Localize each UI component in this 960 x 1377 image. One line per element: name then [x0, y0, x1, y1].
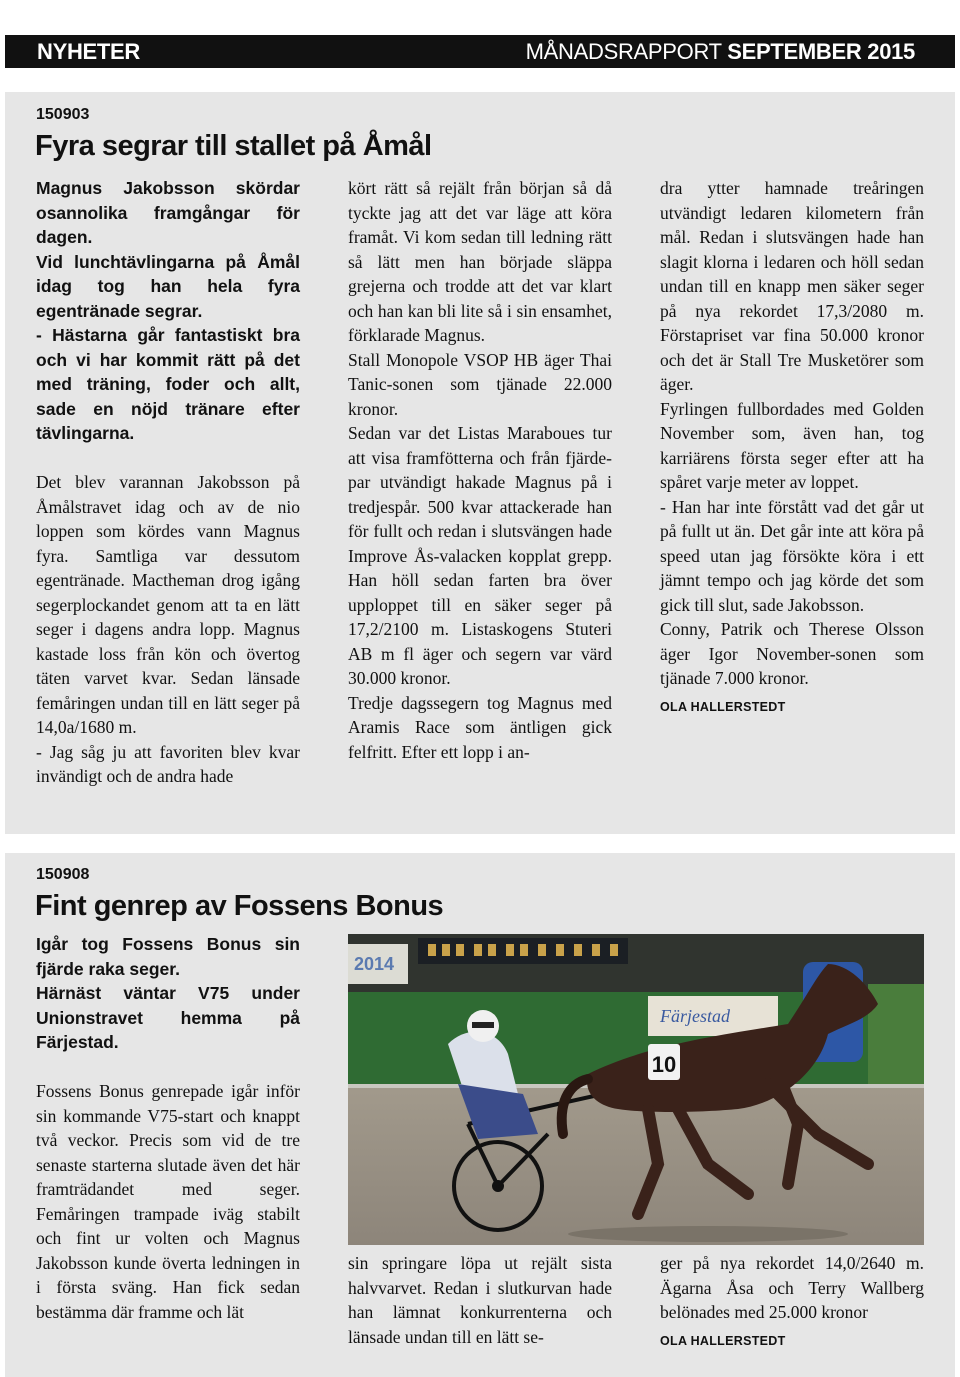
- article1-column-1: Magnus Jakobsson skördar osannolika framgångar för dagen. Vid lunchtävlingarna på Åmål idag tog han hela fyra egentränade segrar. - Hästarna går fantastiskt bra och vi har kommit rätt på det med träning, foder och allt, sade en nöjd tränare efter tävlingarna. Det blev varannan Jakobsson på Åmålstravet idag och av de nio loppen som kördes vann Magnus fyra. Samtliga var dessutom egentränade. Mactheman drog igång segerplockandet genom att ta en lätt seger i dagens andra lopp. Magnus kastade loss från kön och övertog täten varvet kvar. Sedan länsade femåringen undan till en lätt seger på 14,0a/1680 m. - Jag såg ju att favoriten blev kvar invändigt och de andra hade: [36, 178, 300, 786]
- article2-lead: Igår tog Fossens Bonus sin fjärde raka seger. Härnäst väntar V75 under Unionstravet hemma på Färjestad.: [36, 934, 300, 1052]
- article2-date: 150908: [36, 866, 90, 883]
- article1-date: 150903: [36, 106, 90, 123]
- article1-lead: Magnus Jakobsson skördar osannolika framgångar för dagen. Vid lunchtävlingarna på Åmål idag tog han hela fyra egentränade segrar. - Hästarna går fantastiskt bra och vi har kommit rätt på det med träning, foder och allt, sade en nöjd tränare efter tävlingarna.: [36, 178, 300, 443]
- report-label: MÅNADSRAPPORT SEPTEMBER 2015: [525, 39, 915, 64]
- article2-column-1: Fossens Bonus genrepade igår inför sin kommande V75-start och knappt två veckor. Precis som vid de tre senaste starterna slutade även det här framträdandet med seger. Femåringen trampade iväg stabilt och fint ur volten och Magnus Jakobsson kunde överta ledningen in i första sväng. Han fick sedan bestämma där framme och lät: [36, 1081, 300, 1322]
- article2-byline: OLA HALLERSTEDT: [660, 1333, 786, 1348]
- article2-title: Fint genrep av Fossens Bonus: [35, 890, 444, 922]
- article1-column-2: kört rätt så rejält från början så då tyckte jag att det var läge att köra framåt. Vi kom sedan till ledning rätt så lätt men han började släppa grejerna och trodde att det var klart och han kan bli lite så i sin ensamhet, förklarade Magnus. Stall Monopole VSOP HB äger Thai Tanic-sonen som tjänade 22.000 kronor. Sedan var det Listas Maraboues tur att visa framfötterna och från fjärde-par utvändigt hakade Magnus på i tredjespår. 500 kvar attackerade han för fullt och redan i slutsvängen hade Improve Ås-valacken kopplat grepp. Han höll sedan farten bra över upploppet till en säker seger på 17,2/2100 m. Listaskogens Stuteri AB m fl äger och segern var värd 30.000 kronor. Tredje dagssegern tog Magnus med Aramis Race som äntligen gick felfritt. Efter ett lopp i an-: [348, 178, 612, 762]
- article2-column-3: ger på nya rekordet 14,0/2640 m. Ägarna Åsa och Terry Wallberg belönades med 25.000 kronor OLA HALLERSTEDT: [660, 1251, 924, 1353]
- article2-column-2: sin springare löpa ut rejält sista halvvarvet. Redan i slutkurvan hade han lämnat konkurrenterna och länsade undan till en lätt se-: [348, 1253, 612, 1347]
- article1-title: Fyra segrar till stallet på Åmål: [35, 130, 432, 162]
- article1-byline: OLA HALLERSTEDT: [660, 699, 786, 714]
- section-label: NYHETER: [37, 39, 141, 64]
- photo-board-text: 2014: [354, 954, 395, 974]
- race-photo: [348, 934, 924, 1245]
- photo-sign-text: Färjestad: [660, 1006, 730, 1026]
- page-header: [5, 35, 955, 68]
- article1-column-3: dra ytter hamnade treåringen utvändigt ledaren kilometern från mål. Redan i slutsvängen hade han slagit klorna i ledaren och höll sedan undan till en knapp men säker seger på nya rekordet 17,3/2080 m. Förstapriset var fina 50.000 kronor och det är Stall Tre Musketörer som äger. Fyrlingen fullbordades med Golden November som, även han, tog karriärens första seger efter att ha spåret varje meter av loppet. - Han har inte förstått vad det går ut på fullt ut än. Det går inte att köra på speed utan jag försökte köra i ett jämnt tempo och jag körde det som gick till slut, sade Jakobsson. Conny, Patrik och Therese Olsson äger Igor November-sonen som tjänade 7.000 kronor. OLA HALLERSTEDT: [660, 176, 924, 719]
- saddle-number: 10: [651, 1052, 677, 1077]
